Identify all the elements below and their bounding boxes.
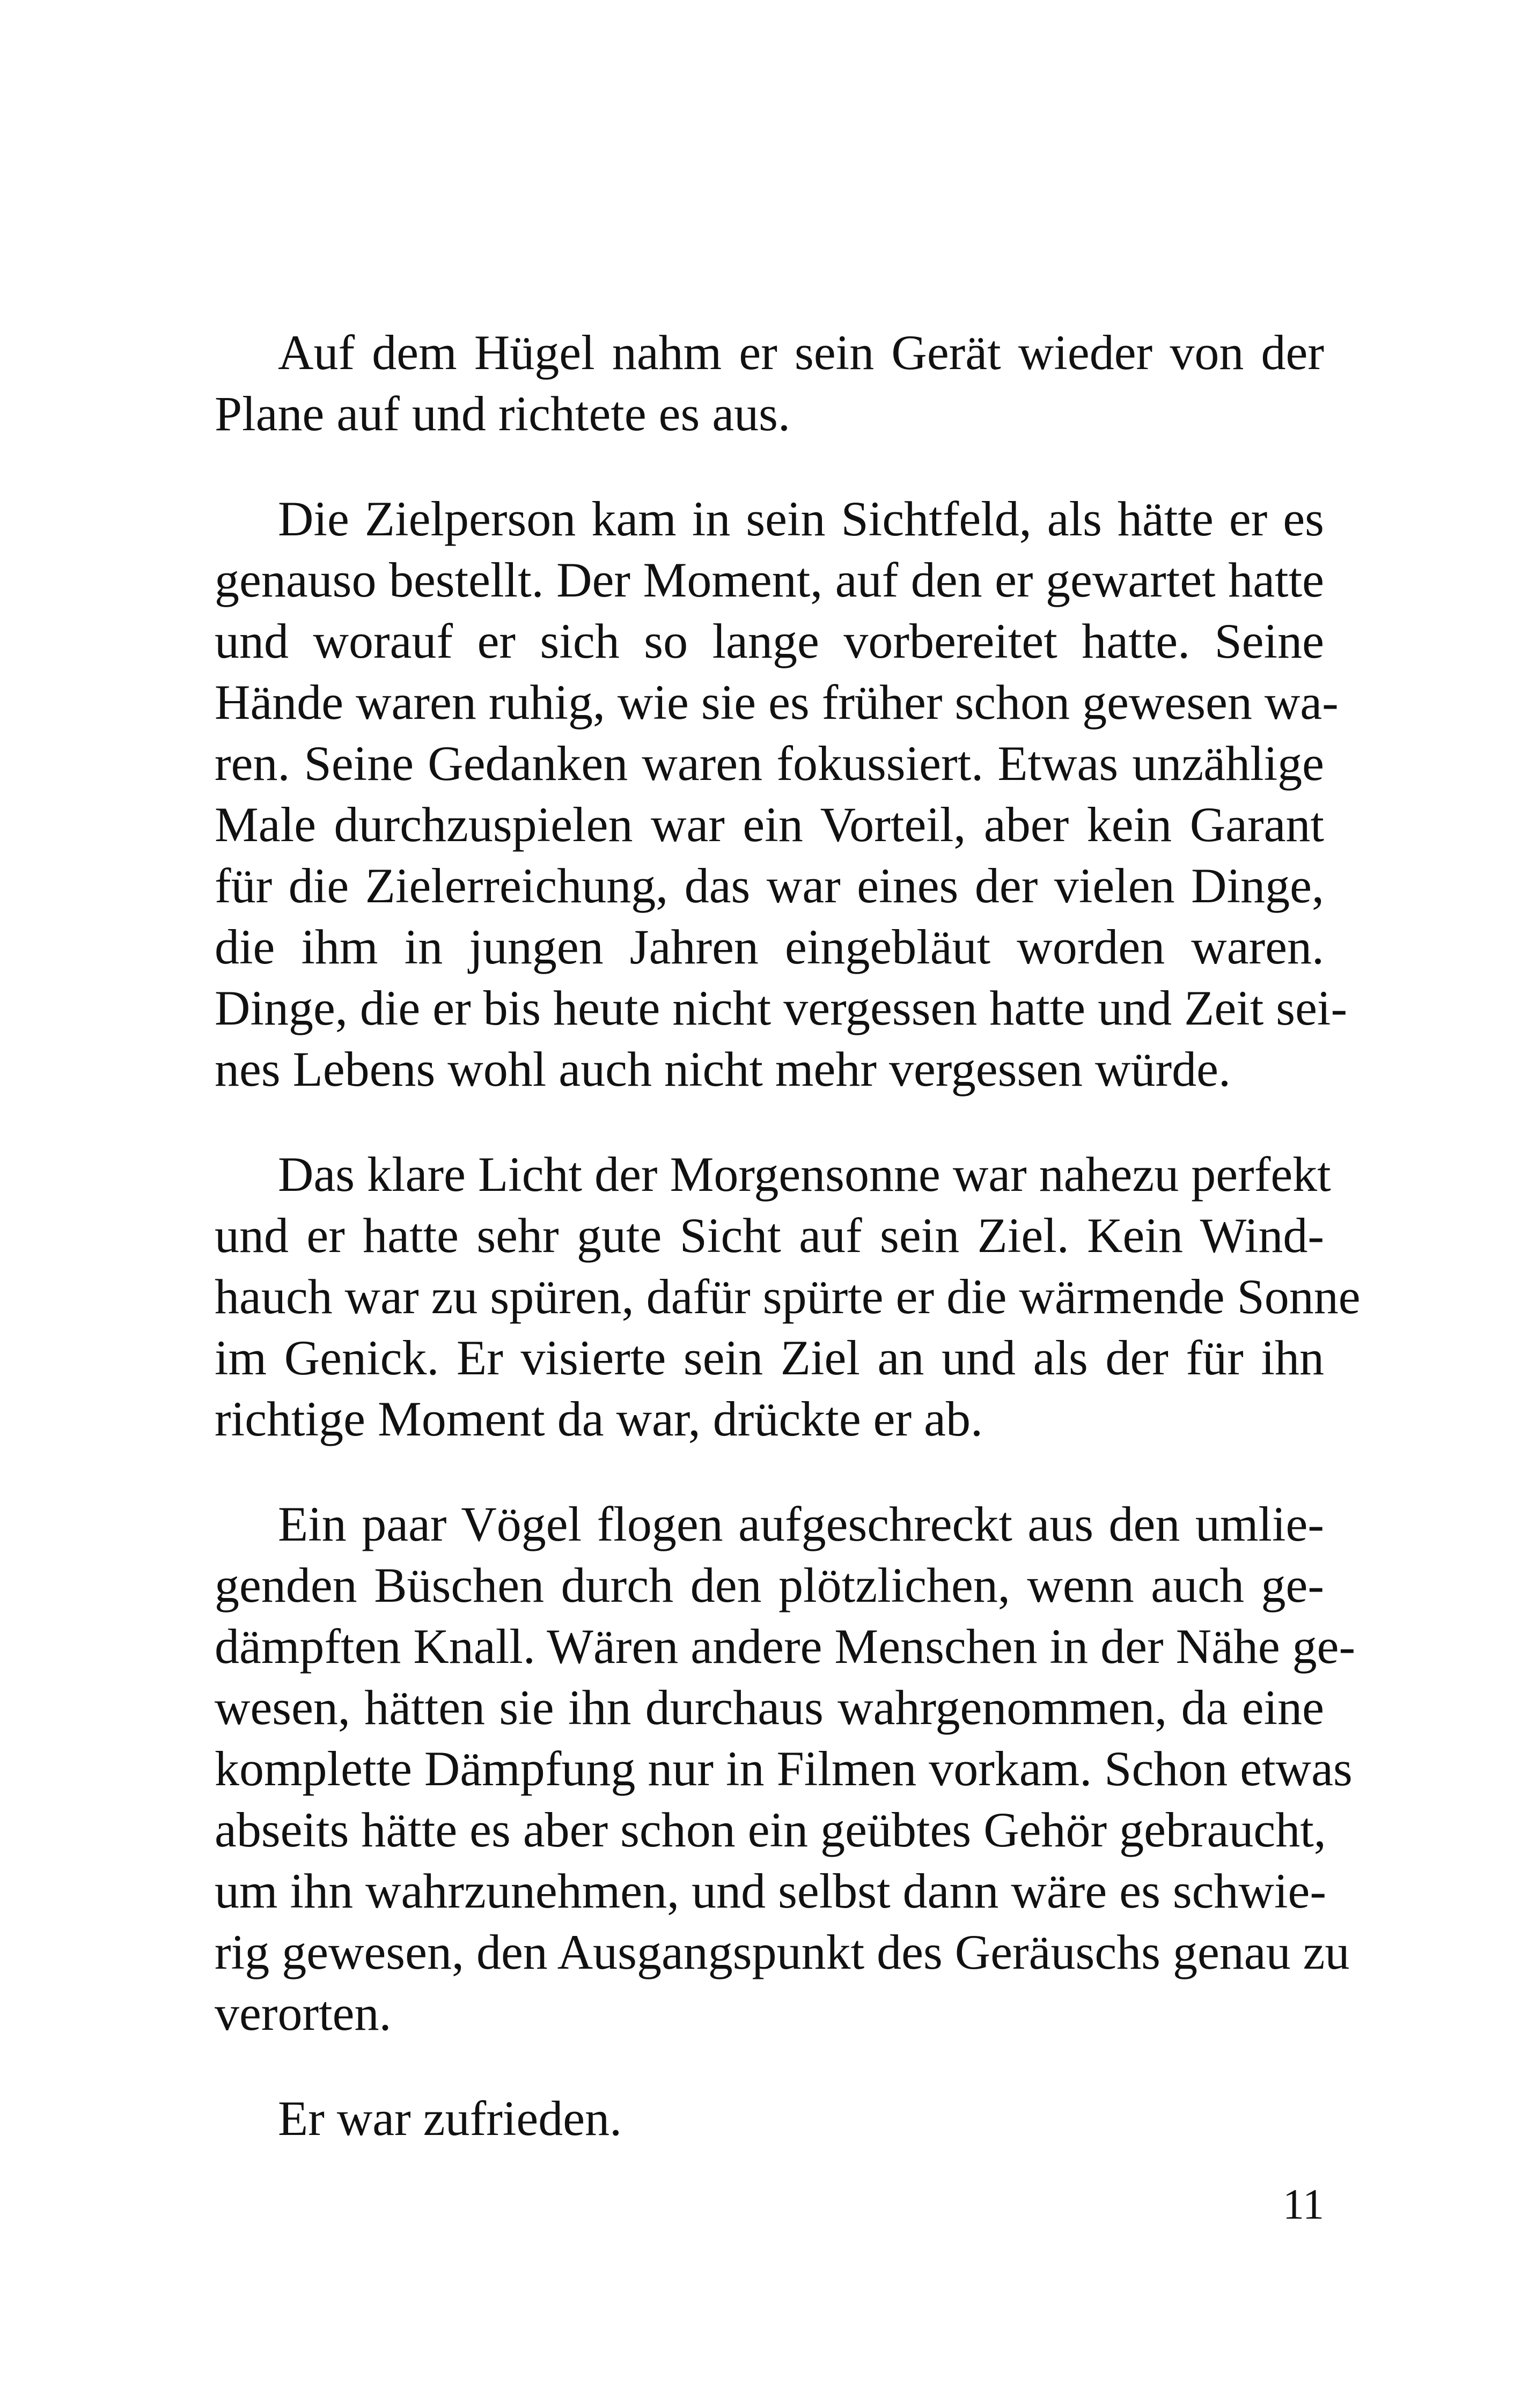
text-line: Plane auf und richtete es aus. (215, 386, 790, 441)
text-line: genauso bestellt. Der Moment, auf den er gewartet hatte (215, 553, 1324, 607)
text-line: im Genick. Er visierte sein Ziel an und als der für ihn (215, 1330, 1324, 1385)
text-line: um ihn wahrzunehmen, und selbst dann wäre es schwie- (215, 1864, 1326, 1918)
text-line: und worauf er sich so lange vorbereitet hatte. Seine (215, 614, 1324, 668)
text-line: abseits hätte es aber schon ein geübtes Gehör gebraucht, (215, 1802, 1326, 1857)
text-line: Auf dem Hügel nahm er sein Gerät wieder von der (278, 325, 1324, 380)
text-line: dämpften Knall. Wären andere Menschen in der Nähe ge- (215, 1619, 1356, 1674)
text-line: richtige Moment da war, drückte er ab. (215, 1391, 983, 1446)
text-line: nes Lebens wohl auch nicht mehr vergessen würde. (215, 1042, 1231, 1096)
text-line: Ein paar Vögel flogen aufgeschreckt aus den umlie- (278, 1497, 1324, 1551)
text-line: Die Zielperson kam in sein Sichtfeld, als hätte er es (278, 491, 1324, 546)
text-line: hauch war zu spüren, dafür spürte er die wärmende Sonne (215, 1269, 1361, 1324)
text-line: Male durchzuspielen war ein Vorteil, aber kein Garant (215, 797, 1324, 852)
paragraph (215, 1493, 1356, 2044)
paragraph (215, 1144, 1361, 1449)
text-line: genden Büschen durch den plötzlichen, wenn auch ge- (215, 1558, 1324, 1612)
text-line: für die Zielerreichung, das war eines der vielen Dinge, (215, 858, 1324, 913)
page-number: 11 (1282, 2181, 1324, 2228)
body-text (215, 322, 1361, 2193)
text-line: ren. Seine Gedanken waren fokussiert. Etwas unzählige (215, 736, 1324, 791)
text-line: Dinge, die er bis heute nicht vergessen hatte und Zeit sei- (215, 981, 1348, 1035)
text-line: verorten. (215, 1986, 392, 2041)
text-line: Das klare Licht der Morgensonne war nahezu perfekt (278, 1147, 1331, 1202)
text-line: Er war zufrieden. (278, 2091, 622, 2146)
text-line: die ihm in jungen Jahren eingebläut worden waren. (215, 919, 1324, 974)
paragraph (215, 488, 1348, 1100)
text-line: Hände waren ruhig, wie sie es früher schon gewesen wa- (215, 675, 1339, 730)
text-line: wesen, hätten sie ihn durchaus wahrgenommen, da eine (215, 1680, 1324, 1735)
text-line: und er hatte sehr gute Sicht auf sein Ziel. Kein Wind- (215, 1208, 1324, 1263)
text-line: komplette Dämpfung nur in Filmen vorkam. Schon etwas (215, 1741, 1353, 1796)
paragraph (215, 2088, 1324, 2149)
text-line: rig gewesen, den Ausgangspunkt des Geräuschs genau zu (215, 1925, 1350, 1979)
paragraph (215, 322, 1324, 444)
